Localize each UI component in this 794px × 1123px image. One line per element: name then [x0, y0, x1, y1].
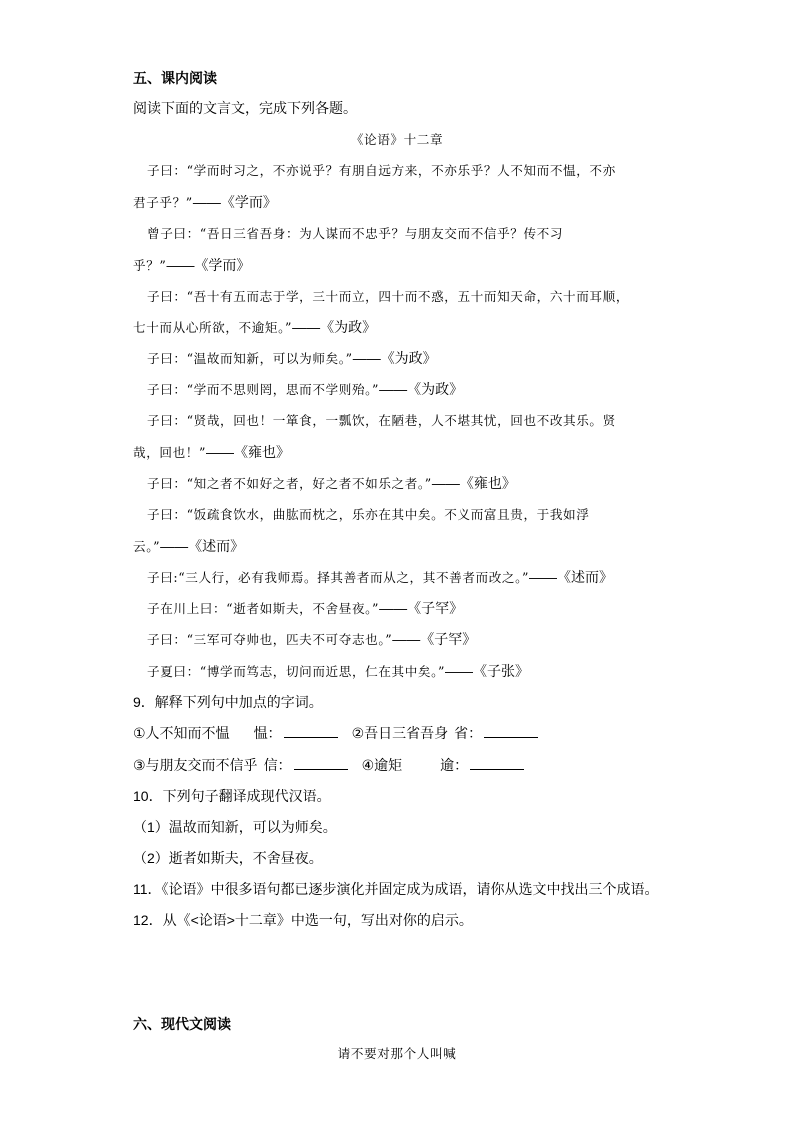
q9-item-text: ④逾矩: [361, 757, 403, 773]
passage-line: 哉，回也！”——《雍也》: [133, 444, 291, 460]
passage-line: 子曰：“学而时习之，不亦说乎？有朋自远方来，不亦乐乎？人不知而不愠，不亦: [147, 163, 616, 178]
q9-item-word: 省：: [454, 725, 483, 741]
passage-source: ——《述而》: [529, 569, 614, 585]
question-12-stem: 12．从《<论语>十二章》中选一句，写出对你的启示。: [133, 912, 473, 928]
passage-source: ——《学而》: [166, 257, 251, 273]
q9-item-text: ①人不知而不愠: [133, 725, 230, 741]
passage-source: ——《雍也》: [431, 475, 516, 491]
passage-source: ——《子罕》: [379, 600, 464, 616]
passage-line: 子夏曰：“博学而笃志，切问而近思，仁在其中矣。”——《子张》: [147, 663, 530, 679]
answer-blank[interactable]: [294, 756, 348, 770]
q9-item-word: 信：: [263, 757, 292, 773]
question-10-stem: 10．下列句子翻译成现代汉语。: [133, 788, 331, 804]
answer-blank[interactable]: [470, 756, 524, 770]
passage-title: 《论语》十二章: [350, 132, 444, 147]
passage-line: 子曰：“吾十有五而志于学，三十而立，四十而不惑，五十而知天命，六十而耳顺，: [147, 289, 630, 304]
passage-line: 乎？”——《学而》: [133, 257, 251, 273]
passage-source: ——《雍也》: [206, 444, 291, 460]
question-11-stem: 11．《论语》中很多语句都已逐步演化并固定成为成语，请你从选文中找出三个成语。: [133, 881, 659, 897]
passage-line: 子曰:“三人行，必有我师焉。择其善者而从之，其不善者而改之。”——《述而》: [147, 569, 614, 585]
passage-source: ——《子张》: [445, 663, 530, 679]
passage-line: 子在川上曰：“逝者如斯夫，不舍昼夜。”——《子罕》: [147, 600, 464, 616]
q9-item-text: ③与朋友交而不信乎: [133, 757, 258, 773]
question-9-row: [133, 724, 552, 742]
answer-blank[interactable]: [284, 724, 338, 738]
passage-source: ——《学而》: [192, 194, 277, 210]
passage-line: 子曰：“贤哉，回也！一箪食，一瓢饮，在陋巷，人不堪其忧，回也不改其乐。贤: [147, 413, 616, 428]
section-instruction: 阅读下面的文言文，完成下列各题。: [133, 100, 357, 116]
passage-source: ——《述而》: [160, 538, 245, 554]
question-9-row: [133, 756, 538, 774]
passage-title: 请不要对那个人叫喊: [337, 1046, 457, 1061]
passage-line: 曾子曰：“吾日三省吾身：为人谋而不忠乎？与朋友交而不信乎？传不习: [147, 226, 564, 241]
question-9-stem: 9．解释下列句中加点的字词。: [133, 694, 323, 710]
passage-source: ——《为政》: [292, 319, 377, 335]
q9-item-text: ②吾日三省吾身: [351, 725, 449, 741]
passage-source: ——《为政》: [352, 350, 437, 366]
section-heading: 六、现代文阅读: [133, 1016, 231, 1032]
passage-line: 子曰：“知之者不如好之者，好之者不如乐之者。”——《雍也》: [147, 475, 516, 491]
question-10-item: （2）逝者如斯夫，不舍昼夜。: [133, 850, 323, 866]
answer-blank[interactable]: [484, 724, 538, 738]
passage-source: ——《子罕》: [392, 631, 477, 647]
q9-item-word: 愠：: [253, 725, 282, 741]
passage-source: ——《为政》: [379, 381, 464, 397]
passage-line: 子曰：“三军可夺帅也，匹夫不可夺志也。”——《子罕》: [147, 631, 477, 647]
passage-line: 云。”——《述而》: [133, 538, 245, 554]
q9-item-word: 逾：: [440, 757, 469, 773]
passage-line: 七十而从心所欲，不逾矩。”——《为政》: [133, 319, 377, 335]
section-heading: 五、课内阅读: [133, 70, 217, 86]
passage-line: 君子乎？”——《学而》: [133, 194, 277, 210]
passage-line: 子曰：“温故而知新，可以为师矣。”——《为政》: [147, 350, 437, 366]
passage-line: 子曰：“饭疏食饮水，曲肱而枕之，乐亦在其中矣。不义而富且贵，于我如浮: [147, 507, 590, 522]
question-10-item: （1）温故而知新，可以为师矣。: [133, 819, 337, 835]
passage-line: 子曰：“学而不思则罔，思而不学则殆。”——《为政》: [147, 381, 464, 397]
